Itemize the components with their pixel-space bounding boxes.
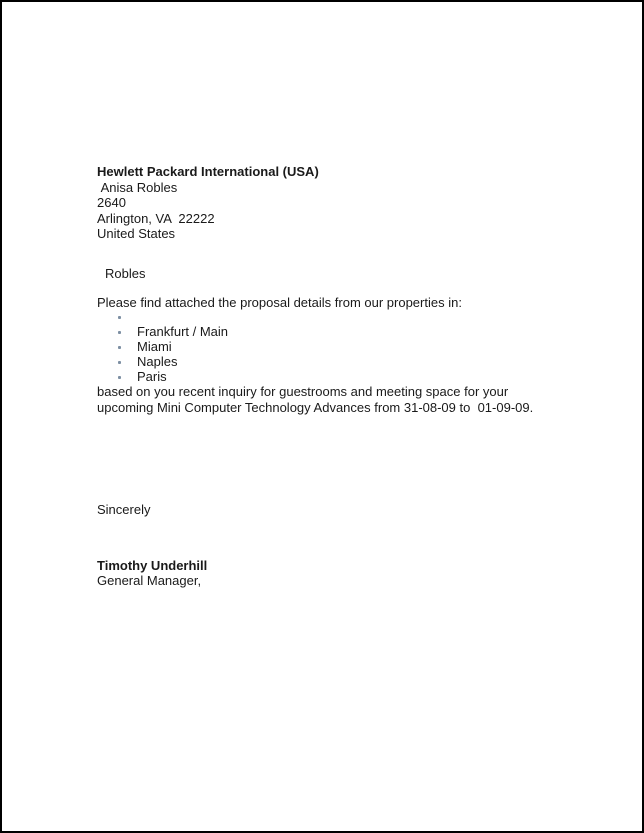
list-item: [97, 355, 602, 370]
salutation: Robles: [105, 265, 146, 281]
body-line-2: upcoming Mini Computer Technology Advances from 31-08-09 to 01-09-09.: [97, 399, 534, 415]
recipient-company: Hewlett Packard International (USA): [97, 164, 319, 179]
bullet-icon: [118, 331, 121, 334]
intro-line: Please find attached the proposal details from our properties in:: [97, 295, 462, 310]
signature-title: General Manager,: [97, 573, 202, 589]
bullet-icon: [118, 346, 121, 349]
recipient-block: [97, 164, 602, 242]
list-item: [97, 311, 602, 326]
bullet-icon: [118, 361, 121, 364]
recipient-city: Arlington, VA 22222: [97, 210, 215, 226]
list-item: [97, 325, 602, 340]
list-item: [97, 370, 602, 385]
list-item: [97, 340, 602, 355]
closing: Sincerely: [97, 502, 151, 518]
list-item-label: Miami: [137, 339, 172, 355]
list-item-label: Naples: [137, 353, 178, 369]
signature-block: [97, 558, 602, 589]
bullet-icon: [118, 376, 121, 379]
property-list: [97, 311, 602, 385]
recipient-street: 2640: [97, 195, 126, 210]
recipient-name: Anisa Robles: [97, 179, 178, 195]
list-item-label: Paris: [137, 368, 167, 384]
body-paragraph: [97, 384, 602, 415]
bullet-icon: [118, 316, 121, 319]
list-item-label: Frankfurt / Main: [137, 324, 229, 340]
signature-name: Timothy Underhill: [97, 557, 208, 573]
recipient-country: United States: [97, 226, 176, 241]
letter-content: [97, 164, 602, 589]
body-line-1: based on you recent inquiry for guestrooms and meeting space for your: [97, 384, 509, 400]
